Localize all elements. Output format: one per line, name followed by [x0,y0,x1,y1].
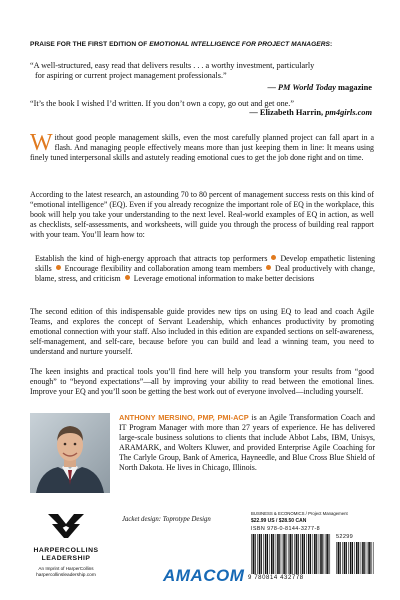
publisher-name [31,547,101,563]
book-price: $22.99 US / $28.50 CAN [251,518,307,524]
harpercollins-flame-logo-icon [46,512,86,540]
drop-cap: W [30,130,53,156]
praise-quote-1 [30,61,370,81]
barcode-number: 9 780814 432778 [248,575,304,581]
praise-heading-prefix: PRAISE FOR THE FIRST EDITION OF [30,41,150,48]
quote-1-line-2: for aspiring or current project management professionals.” [35,71,227,81]
intro-paragraph-text: ithout good people management skills, even the most carefully planned project can fall apart in a flash. And managing people effectively means more than just keeping them in line: It means using finely tuned interpersonal skills and astutely reading emotional cues to get the job done right and on time. [30,133,374,162]
publisher-imprint: An Imprint of HarperCollins [38,566,94,571]
barcode-addon-number: 52299 [336,534,354,540]
bullet-item: Leverage emotional information to make better decisions [133,274,315,283]
intro-paragraph [30,130,374,163]
publisher-url: harpercollinsleadership.com [36,573,96,578]
praise-heading [30,41,375,48]
attribution-2-site: pm4girls.com [325,108,372,117]
praise-heading-title: EMOTIONAL INTELLIGENCE FOR PROJECT MANAGERS [149,41,331,48]
research-paragraph: According to the latest research, an astounding 70 to 80 percent of management success rests on this kind of “emotional intelligence” (EQ). Even if you already recognize the important role of EQ in the workplace, this book will help you take your understanding to the next level. Real-world examples of EQ in action, as well as checklists, self-assessments, and worksheets, will guide you through the process of building real rapport with your team. You’ll learn how to: [30,190,374,239]
praise-heading-suffix: : [330,41,333,48]
praise-attribution-1 [267,83,372,92]
bullet-dot-icon [271,255,276,260]
quote-1-line-1: “A well-structured, easy read that delivers results . . . a worthy investment, particularly [30,61,315,70]
closing-paragraph: The keen insights and practical tools you’ll find here will help you transform your results from “good enough” to “beyond expectations”—all by improving your ability to read between the emotional lines. Improve your EQ and you’ll soon be getting the best work out of everyone involved—including yourself. [30,367,374,396]
attribution-1-dash: — [267,83,278,92]
bullet-dot-icon [125,275,130,280]
isbn: ISBN 978-0-8144-3277-8 [251,526,321,532]
book-category: BUSINESS & ECONOMICS / Project Management [251,511,348,516]
praise-attribution-2 [249,108,372,117]
attribution-1-suffix: magazine [335,83,372,92]
price-barcode-icon [336,542,374,574]
jacket-design-credit: Jacket design: Toprotype Design [122,516,211,523]
isbn-barcode-icon [251,534,331,574]
author-name: ANTHONY MERSINO, PMP, PMI-ACP [119,413,249,422]
bullet-item: Establish the kind of high-energy approach that attracts top performers [35,254,268,263]
bullet-item: Deal productively with change, blame, stress, and criticism [35,264,375,283]
attribution-1-source: PM World Today [277,83,336,92]
author-bio-text: is an Agile Transformation Coach and IT Program Manager with more than 27 years of experience. He has delivered large-scale business solutions to clients that include Abbot Labs, IBM, Unisys, ARAMARK, and Wolters Kluwer, and provided Enterprise Agile Coaching for The Carlyle Group, Bank of America, Hayneedle, and Blue Cross Blue Shield of North Dakota. He lives in Chicago, Illinois. [119,413,375,472]
publisher-name-line-1: HARPERCOLLINS [33,547,99,554]
bullet-dot-icon [56,265,61,270]
publisher-name-line-2: LEADERSHIP [41,555,91,562]
author-photo [30,413,110,493]
author-portrait-icon [30,413,110,493]
bullet-item: Encourage flexibility and collaboration among team members [64,264,263,273]
praise-quote-2: “It’s the book I wished I’d written. If you don’t own a copy, go out and get one.” [30,99,294,108]
bullet-dot-icon [266,265,271,270]
author-bio [119,413,375,473]
amacom-logo: AMACOM [163,566,245,585]
attribution-2-name: — Elizabeth Harrin, [249,108,326,117]
bullet-item: Develop empathetic listening skills [35,254,376,273]
bullet-list [35,254,375,284]
second-edition-paragraph: The second edition of this indispensable guide provides new tips on using EQ to lead and coach Agile Teams, and explores the concept of Servant Leadership, which enhances productivity by promoting emotional connection with your staff. Also included in this edition are expanded sections on self-awareness, self-management, and self-care, because before you can build and lead a winning team, you need to understand and nurture yourself. [30,307,374,356]
